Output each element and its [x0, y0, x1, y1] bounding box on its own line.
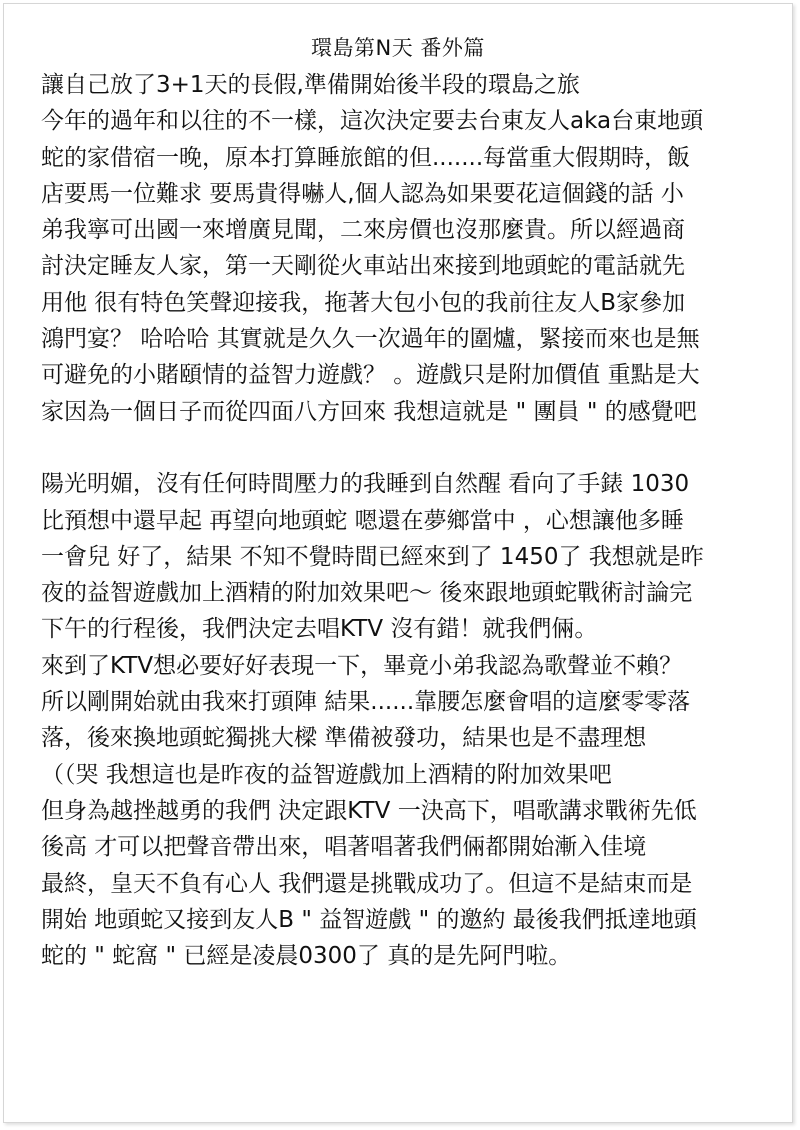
paragraph-1 [41, 67, 781, 430]
text-line: 弟我寧可出國一來增廣見聞，二來房價也沒那麼貴。所以經過商 [41, 217, 685, 244]
text-line: 一會兒 好了，結果 不知不覺時間已經來到了 1450了 我想就是昨 [41, 543, 704, 570]
document-page [3, 3, 793, 1123]
text-line: 所以剛開始就由我來打頭陣 結果......靠腰怎麼會唱的這麼零零落 [41, 689, 691, 716]
text-line: 蛇的家借宿一晚，原本打算睡旅館的但.......每當重大假期時，飯 [41, 144, 691, 171]
text-line: 今年的過年和以往的不一樣，這次決定要去台東友人aka台東地頭 [41, 108, 704, 135]
text-line: 討決定睡友人家，第一天剛從火車站出來接到地頭蛇的電話就先 [41, 253, 685, 280]
text-line: 落，後來換地頭蛇獨挑大樑 準備被發功，結果也是不盡理想 [41, 725, 647, 752]
text-line: 但身為越挫越勇的我們 決定跟KTV 一決高下，唱歌講求戰術先低 [41, 797, 697, 824]
text-line: 讓自己放了3+1天的長假,準備開始後半段的環島之旅 [41, 72, 580, 98]
text-line: 店要馬一位難求 要馬貴得嚇人,個人認為如果要花這個錢的話 小 [41, 180, 684, 207]
text-line: 來到了KTV想必要好好表現一下，畢竟小弟我認為歌聲並不賴？ [41, 652, 683, 679]
text-line: 開始 地頭蛇又接到友人B " 益智遊戲 " 的邀約 最後我們抵達地頭 [41, 906, 697, 933]
text-line: 最終，皇天不負有心人 我們還是挑戰成功了。但這不是結束而是 [41, 870, 693, 897]
text-line: 用他 很有特色笑聲迎接我，拖著大包小包的我前往友人B家參加 [41, 289, 686, 316]
document-title: 環島第N天 番外篇 [311, 36, 485, 60]
text-line: 比預想中還早起 再望向地頭蛇 嗯還在夢鄉當中 ，心想讓他多睡 [41, 507, 684, 534]
text-line: 陽光明媚，沒有任何時間壓力的我睡到自然醒 看向了手錶 1030 [41, 471, 690, 498]
paragraph-gap [41, 430, 781, 466]
document-body [41, 67, 781, 974]
text-line: 鴻門宴？ 哈哈哈 其實就是久久一次過年的圍爐，緊接而來也是無 [41, 326, 700, 353]
text-line: 後高 才可以把聲音帶出來，唱著唱著我們倆都開始漸入佳境 [41, 834, 647, 861]
text-line: 家因為一個日子而從四面八方回來 我想這就是 " 團員 " 的感覺吧 [41, 398, 697, 425]
text-line: （（哭 我想這也是昨夜的益智遊戲加上酒精的附加效果吧 [41, 761, 612, 788]
text-line: 夜的益智遊戲加上酒精的附加效果吧～ 後來跟地頭蛇戰術討論完 [41, 580, 693, 607]
paragraph-2 [41, 466, 781, 974]
text-line: 蛇的 " 蛇窩 " 已經是凌晨0300了 真的是先阿門啦。 [41, 943, 572, 970]
text-line: 可避免的小賭頤情的益智力遊戲？ 。遊戲只是附加價值 重點是大 [41, 362, 700, 389]
text-line: 下午的行程後，我們決定去唱KTV 沒有錯！就我們倆。 [41, 616, 598, 643]
